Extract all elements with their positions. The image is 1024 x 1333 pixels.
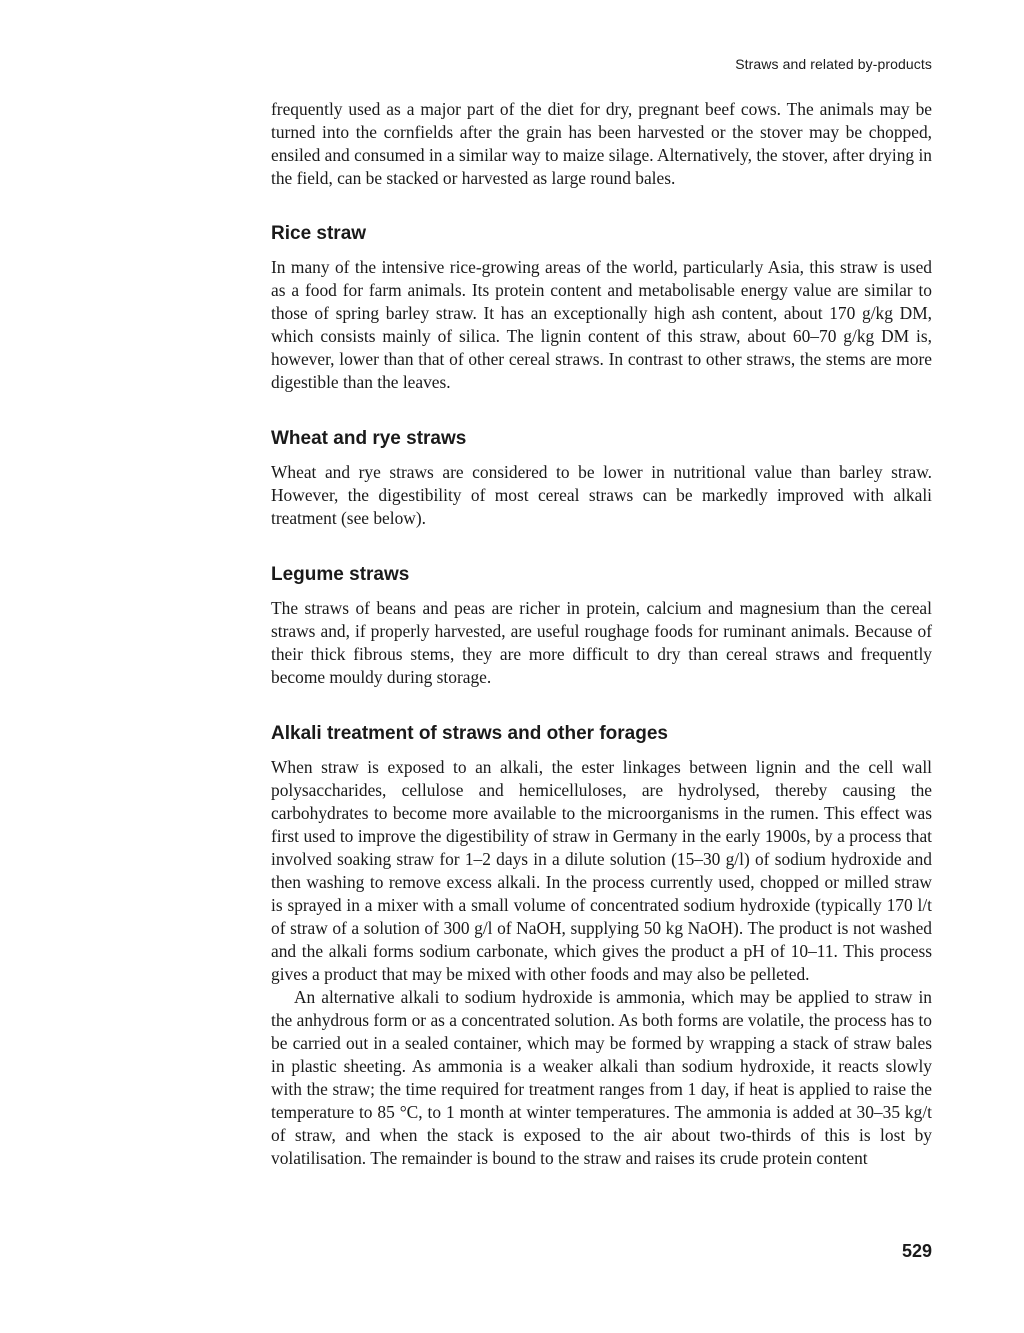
wheat-rye-paragraph: Wheat and rye straws are considered to be lower in nutritional value than barley straw. However, the digestibility of most cereal straws can be markedly improved with alkali treatment (see below). bbox=[271, 462, 932, 528]
alkali-paragraph-2: An alternative alkali to sodium hydroxide is ammonia, which may be applied to straw in the anhydrous form or as a concentrated solution. As both forms are volatile, the process has to be carried out in a sealed container, which may be formed by wrapping a stack of straw bales in plastic sheeting. As ammonia is a weaker alkali than sodium hydroxide, it reacts slowly with the straw; the time required for treatment ranges from 1 day, if heat is applied to raise the temperature to 85 °C, to 1 month at winter temperatures. The ammonia is added at 30–35 kg/t of straw, and when the stack is exposed to the air about two-thirds of this is lost by volatilisation. The remainder is bound to the straw and raises its crude protein content bbox=[271, 987, 932, 1168]
heading-wheat-rye-straws: Wheat and rye straws bbox=[271, 428, 467, 449]
heading-alkali-treatment: Alkali treatment of straws and other forages bbox=[271, 723, 668, 744]
running-head: Straws and related by-products bbox=[735, 56, 932, 72]
page-number: 529 bbox=[901, 1241, 932, 1261]
intro-paragraph: frequently used as a major part of the diet for dry, pregnant beef cows. The animals may be turned into the cornfields after the grain has been harvested or the stover may be chopped, ensiled and consumed in a similar way to maize silage. Alternatively, the stover, after drying in the field, can be stacked or harvested as large round bales. bbox=[271, 99, 932, 188]
rice-straw-paragraph: In many of the intensive rice-growing areas of the world, particularly Asia, this straw is used as a food for farm animals. Its protein content and metabolisable energy value are similar to those of spring barley straw. It has an exceptionally high ash content, about 170 g/kg DM, which consists mainly of silica. The lignin content of this straw, about 60–70 g/kg DM is, however, lower than that of other cereal straws. In contrast to other straws, the stems are more digestible than the leaves. bbox=[271, 257, 932, 392]
page-body bbox=[271, 98, 932, 1170]
alkali-paragraph-1: When straw is exposed to an alkali, the ester linkages between lignin and the cell wall polysaccharides, cellulose and hemicelluloses, are hydrolysed, thereby causing the carbohydrates to become more available to the microorganisms in the rumen. This effect was first used to improve the digestibility of straw in Germany in the early 1900s, by a process that involved soaking straw for 1–2 days in a dilute solution (15–30 g/l) of sodium hydroxide and then washing to remove excess alkali. In the process currently used, chopped or milled straw is sprayed in a mixer with a small volume of concentrated sodium hydroxide (typically 170 l/t of straw of a solution of 300 g/l of NaOH, supplying 50 kg NaOH). The product is not washed and the alkali forms sodium carbonate, which gives the product a pH of 10–11. This process gives a product that may be mixed with other foods and may also be pelleted. bbox=[271, 757, 932, 984]
heading-legume-straws: Legume straws bbox=[271, 564, 410, 585]
heading-rice-straw: Rice straw bbox=[271, 223, 367, 244]
legume-straws-paragraph: The straws of beans and peas are richer in protein, calcium and magnesium than the cereal straws and, if properly harvested, are useful roughage foods for ruminant animals. Because of their thick fibrous stems, they are more difficult to dry than cereal straws and frequently become mouldy during storage. bbox=[271, 598, 932, 687]
